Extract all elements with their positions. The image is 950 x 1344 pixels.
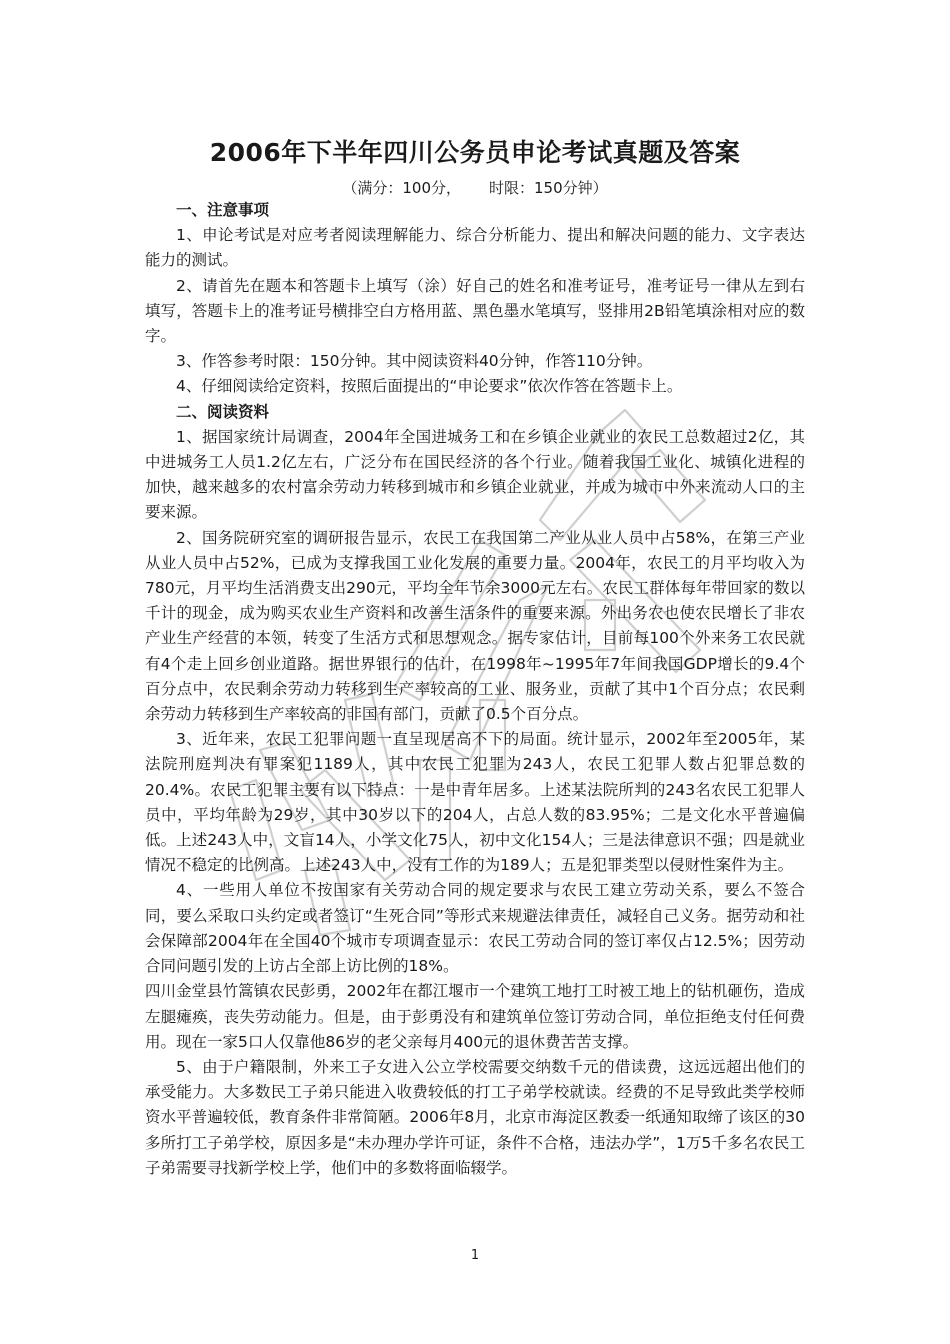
score-info: （满分：100分， xyxy=(342,179,461,197)
paragraph: 1、据国家统计局调查，2004年全国进城务工和在乡镇企业就业的农民工总数超过2亿，其中进城务工人员1.2亿左右，广泛分布在国民经济的各个行业。随着我国工业化、城镇化进程的加快，越来越多的农村富余劳动力转移到城市和乡镇企业就业，并成为城市中外来流动人口的主要来源。 xyxy=(145,427,805,522)
paragraph: 1、申论考试是对应考者阅读理解能力、综合分析能力、提出和解决问题的能力、文字表达能力的测试。 xyxy=(145,226,805,270)
paragraph: 5、由于户籍限制，外来工子女进入公立学校需要交纳数千元的借读费，这远远超出他们的承受能力。大多数民工子弟只能进入收费较低的打工子弟学校就读。经费的不足导致此类学校师资水平普遍较低，教育条件非常简陋。2006年8月，北京市海淀区教委一纸通知取缔了该区的30多所打工子弟学校，原因多是“未办理办学许可证，条件不合格，违法办学”，1万5千多名农民工子弟需要寻找新学校上学，他们中的多数将面临辍学。 xyxy=(145,1057,805,1177)
time-limit-info: 时限：150分钟） xyxy=(489,179,608,197)
paragraph: 2、请首先在题本和答题卡上填写（涂）好自己的姓名和准考证号，准考证号一律从左到右填写，答题卡上的准考证号横排空白方格用蓝、黑色墨水笔填写，竖排用2B铅笔填涂相对应的数字。 xyxy=(145,276,805,346)
section-heading: 二、阅读资料 xyxy=(176,402,270,421)
paragraph: 四川金堂县竹篙镇农民彭勇，2002年在都江堰市一个建筑工地打工时被工地上的钻机砸伤，造成左腿瘫痪，丧失劳动能力。但是，由于彭勇没有和建筑单位签订劳动合同，单位拒绝支付任何费用。现在一家5口人仅靠他86岁的老父亲每月400元的退休费苦苦支撑。 xyxy=(145,982,805,1051)
paragraph: 4、一些用人单位不按国家有关劳动合同的规定要求与农民工建立劳动关系，要么不签合同，要么采取口头约定或者签订“生死合同”等形式来规避法律责任，减轻自己义务。据劳动和社会保障部2004年在全国40个城市专项调查显示：农民工劳动合同的签订率仅占12.5%；因劳动合同问题引发的上访占全部上访比例的18%。 xyxy=(145,881,805,976)
document-title: 2006年下半年四川公务员申论考试真题及答案 xyxy=(209,138,741,167)
document-body xyxy=(145,198,805,1181)
page-number: 1 xyxy=(470,1248,480,1263)
paragraph: 3、近年来，农民工犯罪问题一直呈现居高不下的局面。统计显示，2002年至2005年，某法院刑庭判决有罪案犯1189人，其中农民工犯罪为243人，农民工犯罪人数占犯罪总数的20.4%。农民工犯罪主要有以下特点：一是中青年居多。上述某法院所判的243名农民工犯罪人员中，平均年龄为29岁，其中30岁以下的204人，占总人数的83.95%；二是文化水平普遍偏低。上述243人中，文盲14人，小学文化75人，初中文化154人；三是法律意识不强；四是就业情况不稳定的比例高。上述243人中，没有工作的为189人；五是犯罪类型以侵财性案件为主。 xyxy=(145,730,805,875)
paragraph: 3、作答参考时限：150分钟。其中阅读资料40分钟，作答110分钟。 xyxy=(176,352,653,371)
section-heading: 一、注意事项 xyxy=(176,201,270,219)
exam-info xyxy=(0,177,950,198)
paragraph: 2、国务院研究室的调研报告显示，农民工在我国第二产业从业人员中占58%，在第三产业从业人员中占52%，已成为支撑我国工业化发展的重要力量。2004年，农民工的月平均收入为780元，月平均生活消费支出290元，平均全年节余3000元左右。农民工群体每年带回家的数以千计的现金，成为购买农业生产资料和改善生活条件的重要来源。外出务农也使农民增长了非农产业生产经营的本领，转变了生活方式和思想观念。据专家估计，目前每100个外来务工农民就有4个走上回乡创业道路。据世界银行的估计，在1998年~1995年7年间我国GDP增长的9.4个百分点中，农民剩余劳动力转移到生产率较高的工业、服务业，贡献了其中1个百分点；农民剩余劳动力转移到生产率较高的非国有部门，贡献了0.5个百分点。 xyxy=(145,528,805,724)
paragraph: 4、仔细阅读给定资料，按照后面提出的“申论要求”依次作答在答题卡上。 xyxy=(176,377,683,396)
